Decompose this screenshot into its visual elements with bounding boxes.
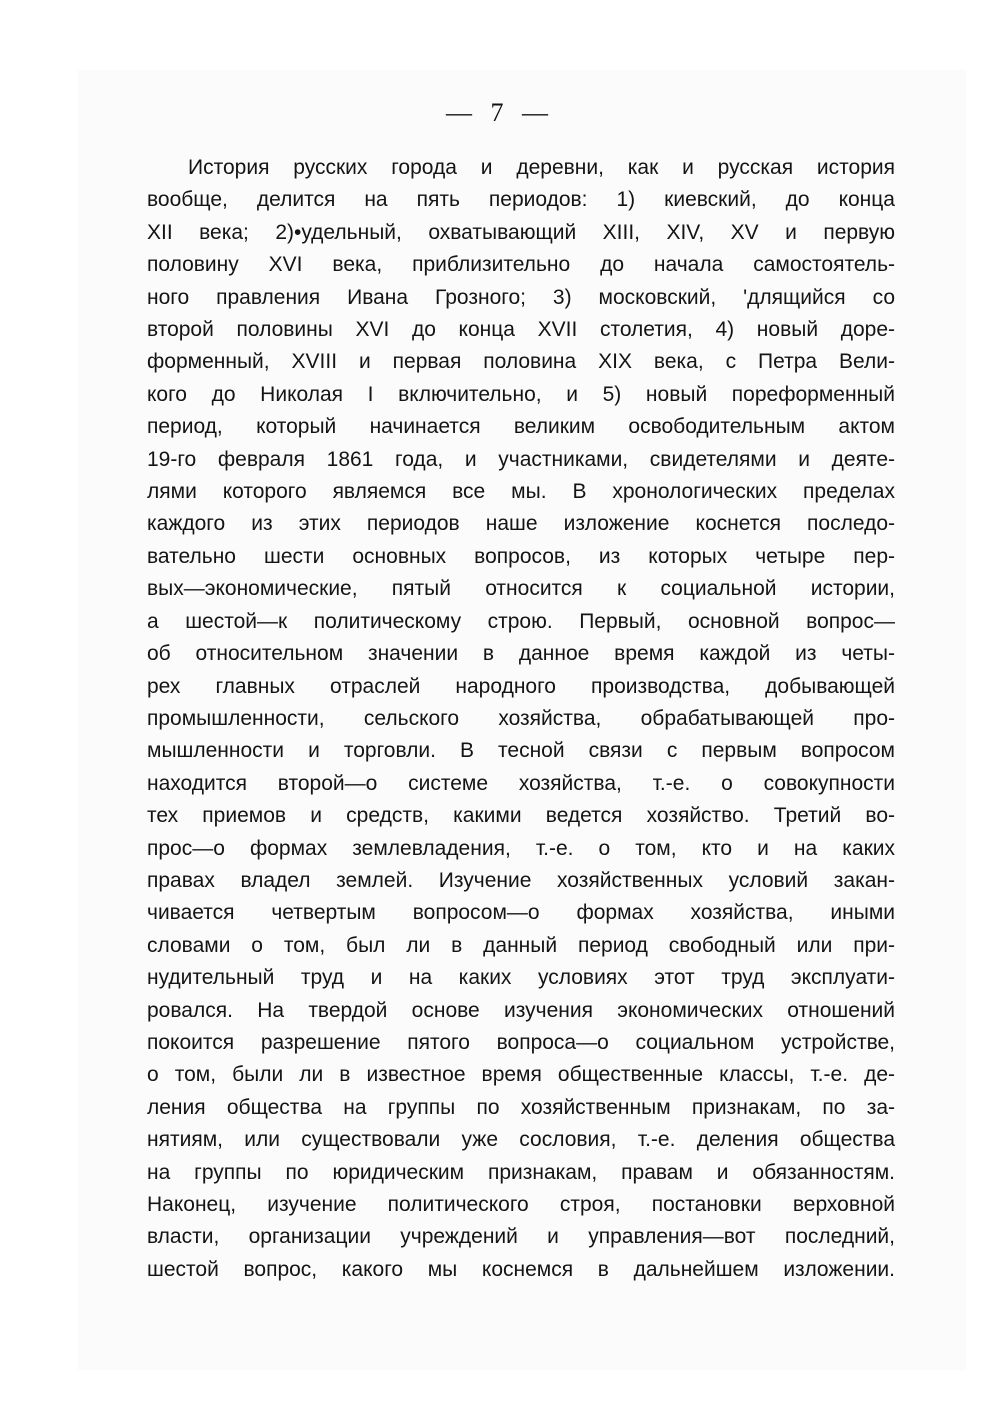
text-line: половину XVI века, приблизительно до начала самостоятель-	[147, 253, 895, 277]
body-text	[147, 152, 895, 1286]
text-line: вательно шести основных вопросов, из которых четыре пер-	[147, 544, 895, 568]
text-line: Наконец, изучение политического строя, постановки верховной	[147, 1193, 895, 1216]
text-line: нудительный труд и на каких условиях этот труд эксплуати-	[147, 966, 895, 990]
text-line: ного правления Ивана Грозного; 3) московский, 'длящийся со	[147, 285, 895, 309]
text-line: правах владел землей. Изучение хозяйственных условий закан-	[147, 868, 895, 892]
text-line: о том, были ли в известное время общественные классы, т.-е. де-	[147, 1063, 895, 1087]
text-line: прос—о формах землевладения, т.-е. о том, кто и на каких	[147, 836, 895, 860]
text-line: тех приемов и средств, какими ведется хозяйство. Третий во-	[147, 804, 895, 828]
text-line: мышленности и торговли. В тесной связи с первым вопросом	[147, 739, 895, 763]
text-line: ления общества на группы по хозяйственным признакам, по за-	[147, 1095, 895, 1119]
text-line: на группы по юридическим признакам, правам и обязанностям.	[147, 1160, 895, 1184]
text-line: лями которого являемся все мы. В хронологических пределах	[147, 480, 895, 504]
text-line: второй половины XVI до конца XVII столетия, 4) новый доре-	[147, 318, 895, 342]
text-line: рех главных отраслей народного производства, добывающей	[147, 674, 895, 698]
text-line: покоится разрешение пятого вопроса—о социальном устройстве,	[147, 1030, 895, 1054]
page-number: — 7 —	[446, 98, 554, 127]
text-line: вообще, делится на пять периодов: 1) киевский, до конца	[147, 188, 895, 212]
text-line: вых—экономические, пятый относится к социальной истории,	[147, 577, 895, 601]
text-line: чивается четвертым вопросом—о формах хозяйства, иными	[147, 901, 895, 925]
text-line: находится второй—о системе хозяйства, т.-е. о совокупности	[147, 771, 895, 795]
text-line: каждого из этих периодов наше изложение коснется последо-	[147, 512, 895, 536]
text-line: История русских города и деревни, как и русская история	[188, 156, 895, 179]
text-line: словами о том, был ли в данный период свободный или при-	[147, 933, 895, 957]
text-line: ровался. На твердой основе изучения экономических отношений	[147, 998, 895, 1022]
text-line: а шестой—к политическому строю. Первый, основной вопрос—	[147, 609, 895, 633]
text-line: об относительном значении в данное время каждой из четы-	[147, 642, 895, 666]
text-line: форменный, XVIII и первая половина XIX века, с Петра Вели-	[147, 350, 895, 374]
text-line: промышленности, сельского хозяйства, обрабатывающей про-	[147, 706, 895, 730]
text-line: период, который начинается великим освободительным актом	[147, 415, 895, 439]
text-line: шестой вопрос, какого мы коснемся в дальнейшем изложении.	[147, 1257, 895, 1281]
text-line: XII века; 2)•удельный, охватывающий XIII, XIV, XV и первую	[147, 220, 895, 244]
text-line: 19-го февраля 1861 года, и участниками, свидетелями и деяте-	[147, 447, 895, 471]
text-line: кого до Николая I включительно, и 5) новый пореформенный	[147, 382, 895, 406]
text-line: нятиям, или существовали уже сословия, т.-е. деления общества	[147, 1128, 895, 1152]
text-line: власти, организации учреждений и управления—вот последний,	[147, 1225, 895, 1249]
